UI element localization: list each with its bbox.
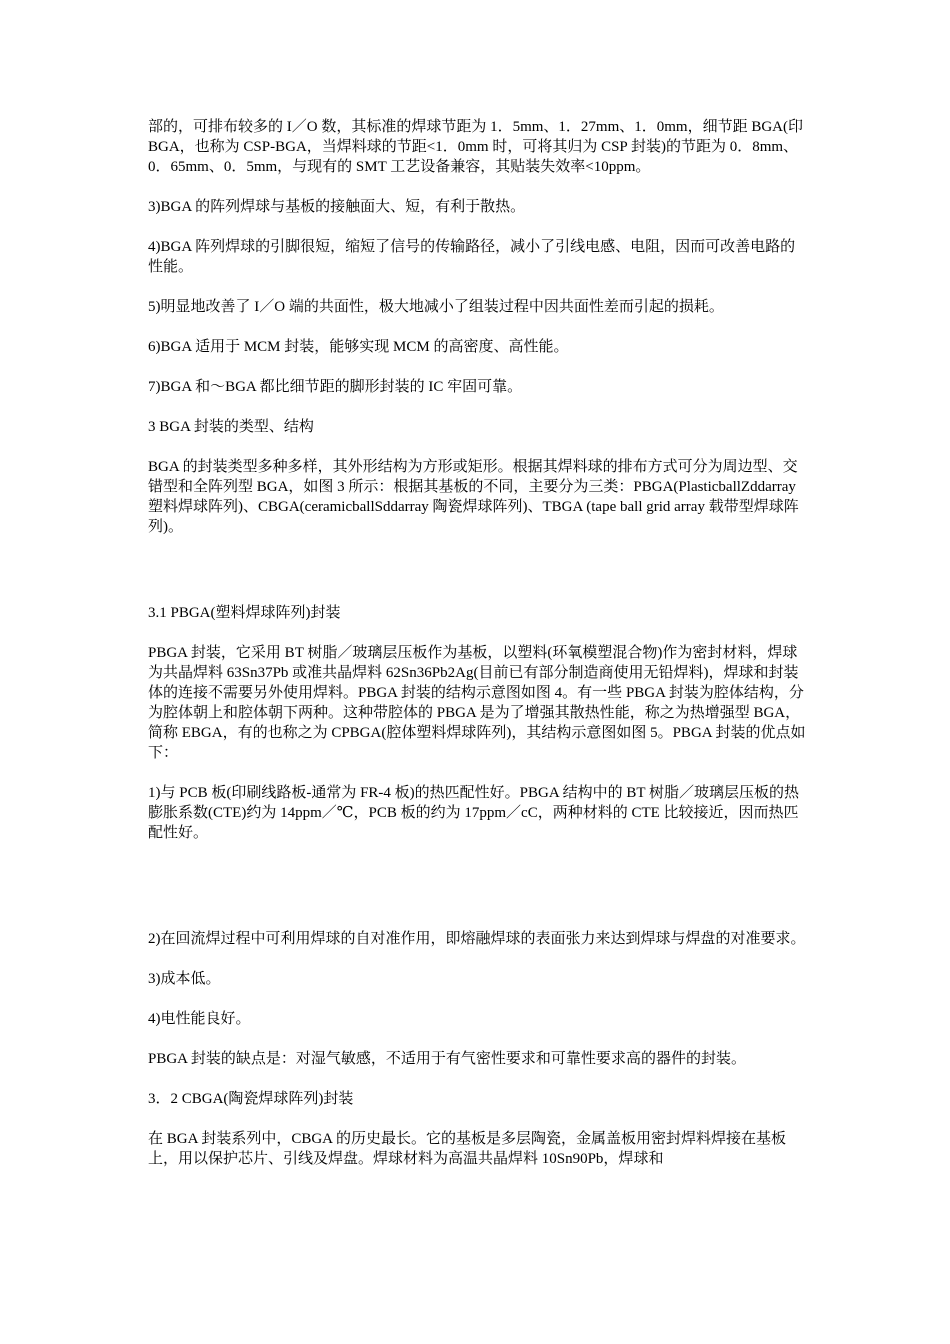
section-heading-pbga: 3.1 PBGA(塑料焊球阵列)封装: [148, 605, 341, 621]
list-item-reliability: 7)BGA 和～BGA 都比细节距的脚形封装的 IC 牢固可靠。: [148, 379, 523, 395]
section-heading-bga-types: 3 BGA 封装的类型、结构: [148, 419, 314, 435]
list-item-coplanarity: 5)明显地改善了 I／O 端的共面性，极大地减小了组装过程中因共面性差而引起的损耗。: [148, 299, 724, 315]
document-page: [148, 117, 808, 1189]
list-item-short-pins: 4)BGA 阵列焊球的引脚很短，缩短了信号的传输路径，减小了引线电感、电阻，因而可改善电路的性能。: [148, 239, 796, 275]
section-heading-cbga: 3．2 CBGA(陶瓷焊球阵列)封装: [148, 1091, 354, 1107]
spacer: [148, 863, 808, 929]
list-item-thermal-match: 1)与 PCB 板(印刷线路板-通常为 FR-4 板)的热匹配性好。PBGA 结构中的 BT 树脂／玻璃层压板的热膨胀系数(CTE)约为 14ppm／℃，PCB 板的约为 17ppm／cC，两种材料的 CTE 比较接近，因而热匹配性好。: [148, 785, 800, 841]
list-item-low-cost: 3)成本低。: [148, 971, 221, 987]
paragraph-bga-types: BGA 的封装类型多种多样，其外形结构为方形或矩形。根据其焊料球的排布方式可分为周边型、交错型和全阵列型 BGA，如图 3 所示：根据其基板的不同，主要分为三类：PBGA(PlasticballZddarray 塑料焊球阵列)、CBGA(ceramicballSddarray 陶瓷焊球阵列)、TBGA (tape ball grid array 载带型焊球阵列)。: [148, 459, 799, 535]
list-item-self-alignment: 2)在回流焊过程中可利用焊球的自对准作用，即熔融焊球的表面张力来达到焊球与焊盘的对准要求。: [148, 931, 806, 947]
paragraph-cbga-description: 在 BGA 封装系列中，CBGA 的历史最长。它的基板是多层陶瓷，金属盖板用密封焊料焊接在基板上，用以保护芯片、引线及焊盘。焊球材料为高温共晶焊料 10Sn90Pb，焊球和: [148, 1131, 786, 1167]
paragraph-pbga-description: PBGA 封装，它采用 BT 树脂／玻璃层压板作为基板，以塑料(环氧模塑混合物)作为密封材料，焊球为共晶焊料 63Sn37Pb 或准共晶焊料 62Sn36Pb2Ag(目前已有部分制造商使用无铅焊料)，焊球和封装体的连接不需要另外使用焊料。PBGA 封装的结构示意图如图 4。有一些 PBGA 封装为腔体结构，分为腔体朝上和腔体朝下两种。这种带腔体的 PBGA 是为了增强其散热性能，称之为热增强型 BGA，简称 EBGA，有的也称之为 CPBGA(腔体塑料焊球阵列)，其结构示意图如图 5。PBGA 封装的优点如下：: [148, 645, 806, 761]
spacer: [148, 557, 808, 603]
list-item-electrical: 4)电性能良好。: [148, 1011, 251, 1027]
paragraph-bga-pitch: 部的，可排布较多的 I／O 数，其标准的焊球节距为 1．5mm、1．27mm、1．0mm，细节距 BGA(印 BGA，也称为 CSP-BGA，当焊料球的节距<1．0mm 时，可将其归为 CSP 封装)的节距为 0．8mm、0．65mm、0．5mm，与现有的 SMT 工艺设备兼容，其贴装失效率<10ppm。: [148, 119, 804, 175]
list-item-mcm: 6)BGA 适用于 MCM 封装，能够实现 MCM 的高密度、高性能。: [148, 339, 569, 355]
paragraph-pbga-drawbacks: PBGA 封装的缺点是：对湿气敏感，不适用于有气密性要求和可靠性要求高的器件的封装。: [148, 1051, 746, 1067]
list-item-heat-dissipation: 3)BGA 的阵列焊球与基板的接触面大、短，有利于散热。: [148, 199, 526, 215]
